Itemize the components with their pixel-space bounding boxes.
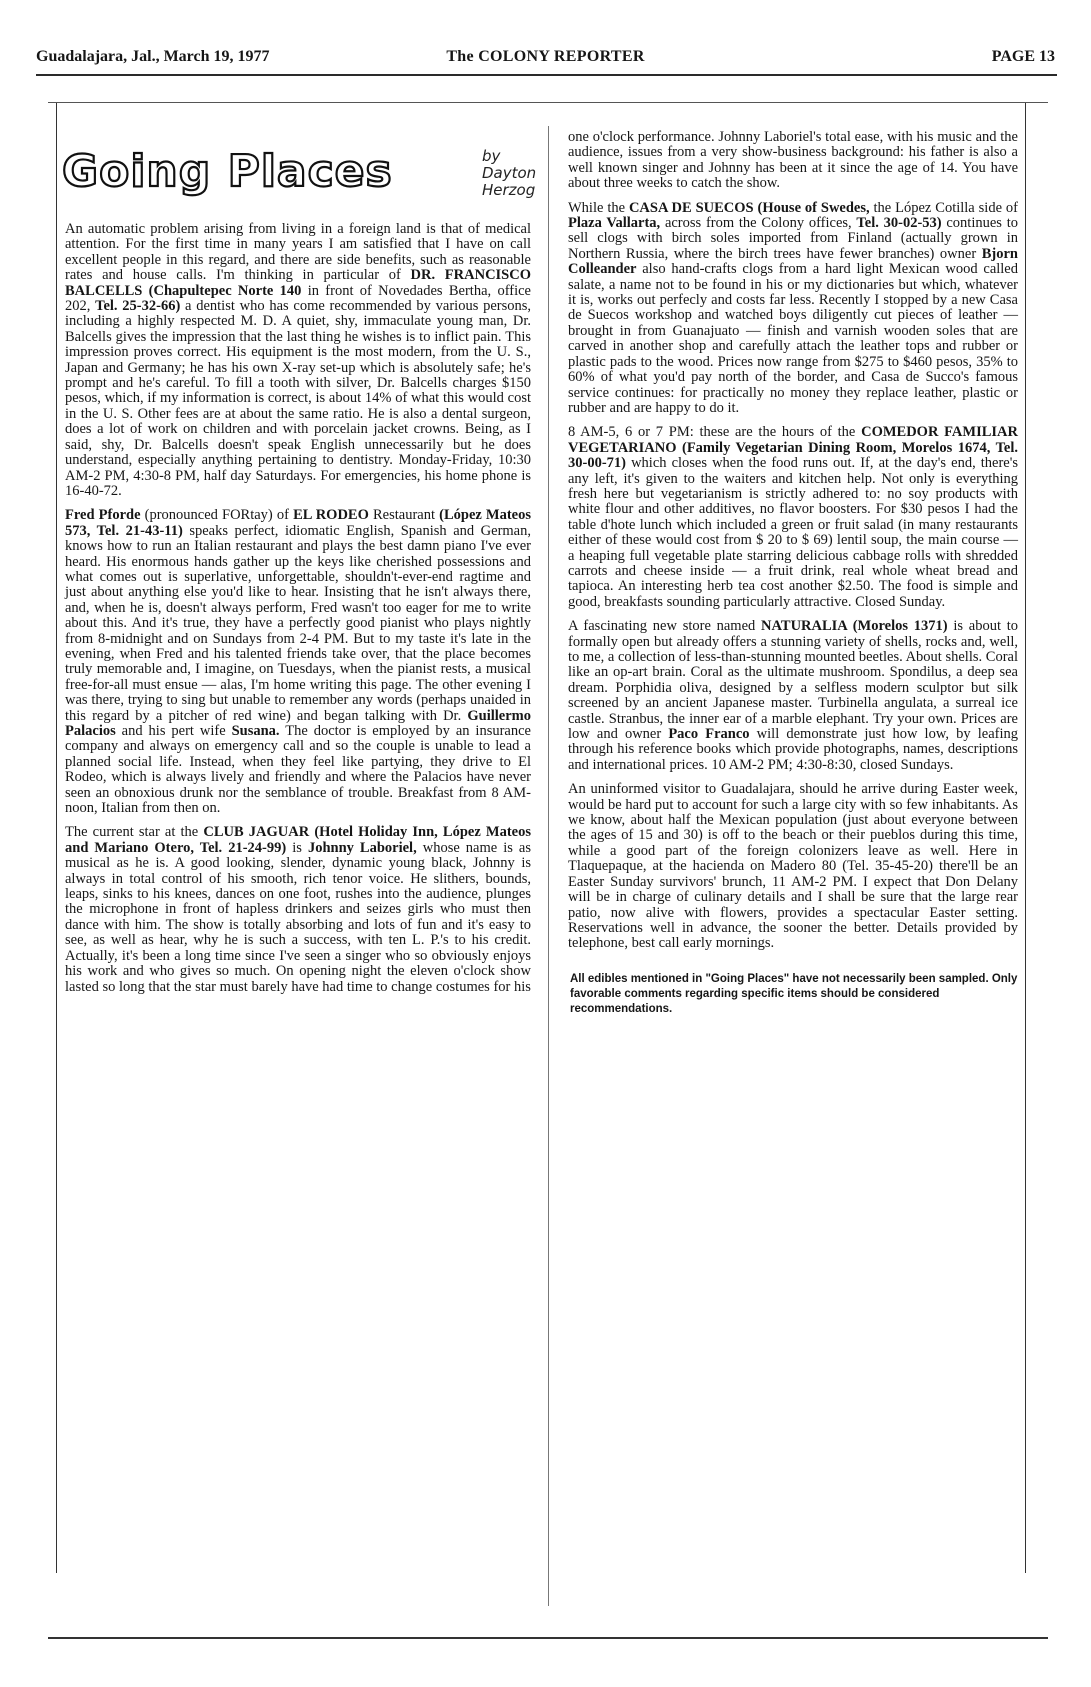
bold-run: CLUB JAGUAR (Hotel Holiday Inn, López Mateos and Mariano Otero, Tel. 21-24-99) [65,824,531,856]
bold-run: Tel. 25-32-66) [95,298,181,315]
bold-run: (López Mateos 573, Tel. 21-43-11) [65,507,532,539]
bold-run: DR. FRANCISCO BALCELLS (Chapultepec Norte 140 [65,267,531,299]
text-run: and his pert wife [115,723,232,739]
text-run: is about to formally open but already offers a stunning variety of shells, rocks and, well, to me, a collection of less-than-stunning mounted beetles. About shells. Coral like an op-art brain. Coral as the ultimate mushroom. Spondilus, a deep sea dream. Porphidia oliva, designed by a selfless modern sculptor but silk screened by an ancient Japanese master. Turbinella angulata, a surreal ice castle. Stranbus, the inner ear of a marble elephant. Try your own. Prices are low and owner [568,618,1019,743]
text-run: An automatic problem arising from living in a foreign land is that of medical attention. For the first time in many years I am satisfied that I have on call excellent people in this regard, and there are side benefits, such as reasonable rates and house calls. I'm thinking in particular of [65,221,531,284]
byline: by Dayton Herzog [482,147,537,199]
disclaimer-note: All edibles mentioned in "Going Places" have not necessarily been sampled. Only favorable comments regarding specific items should be considered recommendations. [570,972,1018,1015]
text-run: 8 AM-5, 6 or 7 PM: these are the hours of the [568,424,862,441]
text-run: a dentist who has come recommended by various persons, including a highly respected M. D. A quiet, shy, immaculate young man, Dr. Balcells gives the impression that the last thing he wishes is to inflict pain. This impression proves correct. His equipment is the most modern, from the U. S., Japan and Germany; he has his own X-ray set-up which is absolutely safe; he's prompt and he's careful. To fill a tooth with silver, Dr. Balcells charges $150 pesos, which, if my information is correct, is about 14% of what this would cost in the U. S. Other fees are at about the same ratio. He is also a dental surgeon, does a lot of work on children and with porcelain jacket crowns. Being, as I said, shy, Dr. Balcells doesn't speak English unnecessarily but he does understand, especially anything pertaining to dentistry. Monday-Friday, 10:30 AM-2 PM, 4:30-8 PM, half day Saturdays. For emergencies, his home phone is 16-40-72. [65,298,532,499]
box-top-rule [48,102,1048,103]
right-column [568,130,1018,1017]
newspaper-name: The COLONY REPORTER [446,48,645,65]
masthead [36,44,1055,72]
paragraph-continued [568,130,1018,192]
bold-run: Paco Franco [668,726,750,743]
box-left-rule [56,103,57,1573]
bold-run: Susana. [231,723,280,739]
bold-run: CASA DE SUECOS (House of Swedes, [628,199,870,216]
paragraph-comedor-vegetariano [568,425,1018,610]
text-run: (pronounced FORtay) of [140,507,294,524]
text-run: one o'clock performance. Johnny Laboriel's total ease, with his music and the audience, issues from a very show-business background: his father is also a well known singer and Johnny has been at it since the age of 14. You have about three weeks to catch the show. [568,129,1018,192]
bold-run: Bjorn Colleander [568,245,1018,278]
paragraph-naturalia [568,619,1018,773]
text-run: An uninformed visitor to Guadalajara, should he arrive during Easter week, would be hard put to account for such a large city with so few inhabitants. As we know, about half the Mexican population (just about everyone between the ages of 15 and 30) is off to the beach or their pueblos during this time, while a good part of the foreign colonizers leave as well. Here in Tlaquepaque, at the hacienda on Madero 80 (Tel. 35-45-20) there'll be an Easter Sunday survivors' brunch, 11 AM-2 PM. I expect that Don Delany will be in charge of culinary details and I shall be sure that the large rear patio, now alive with flowers, provides a spectacular Easter setting. Reservations well in advance, the sooner the better. Details provided by telephone, best call early mornings. [568,781,1018,952]
paragraph-casa-de-suecos [568,201,1018,417]
bold-run: Johnny Laboriel, [307,839,417,856]
paragraph-el-rodeo [65,508,531,816]
text-run: across from the Colony offices, [660,215,857,232]
column-title: Going Places [62,146,393,197]
left-column [65,222,531,1004]
masthead-rule [36,74,1057,76]
text-run: the López Cotilla side of [869,199,1018,216]
box-right-rule [1025,103,1026,1573]
paragraph-dentist [65,222,531,499]
paragraph-club-jaguar [65,825,531,994]
bold-run: Tel. 30-02-53) [856,215,942,232]
text-run: speaks perfect, idiomatic English, Spanish and German, knows how to run an Italian restaurant and plays the best damn piano I've ever heard. His enormous hands gather up the keys like cherished possessions and what comes out is superlative, unforgettable, shouldn't-ever-end ragtime and just about anything else you'd like to hear. Insisting that he isn't always there, and, when he is, doesn't always perform, Fred wasn't too eager for me to write about this. And it's true, they have a perfectly good pianist who plays nightly from 8-midnight and on Sundays from 2-4 PM. But to my taste it's late in the evening, when Fred and his talented friends take over, that the place becomes truly memorable and, I imagine, on Tuesdays, when the pianist rests, a musical free-for-all must ensue — alas, I'm home writing this page. The other evening I was there, trying to sing but unable to remember any words (perhaps unaided in this regard by a pitcher of red wine) and began talking with Dr. [65,522,531,724]
text-run: in front of Novedades Bertha, office 202, [65,282,531,315]
text-run: continues to sell clogs with birch soles imported from Finland (actually grown in Northern Russia, where the birch trees have fewer branches) owner [568,215,1018,262]
bold-run: NATURALIA (Morelos 1371) [761,618,948,635]
bold-run: EL RODEO [293,507,369,524]
column-heading [62,146,537,214]
page-number: PAGE 13 [991,48,1055,65]
dateline: Guadalajara, Jal., March 19, 1977 [36,48,270,65]
text-run: A fascinating new store named [568,618,762,635]
bold-run: Guillermo Palacios [65,707,531,739]
bold-run: Plaza Vallarta, [568,215,661,232]
bottom-rule [48,1637,1048,1639]
text-run: The doctor is employed by an insurance company and always on emergency call and so the couple is unable to lead a planned social life. Instead, when they feel like partying, they drive to El Rodeo, which is always lively and friendly and where the Palacios have never seen an obnoxious drunk nor the semblance of trouble. Breakfast from 8 AM-noon, Italian from then on. [65,723,531,817]
text-run: While the [568,199,629,216]
text-run: The current star at the [65,824,204,841]
text-run: whose name is as musical as he is. A good looking, slender, dynamic young black, Johnny is always in total control of his smooth, rich tenor voice. He slithers, bounds, leaps, sinks to his knees, dances on one foot, rushes into the audience, plunges the microphone in front of hapless drinkers and seizes girls who must then dance with him. The show is totally absorbing and lots of fun and it's easy to see, as well as hear, why he is such a success, with ten L. P.'s to his credit. Actually, it's been a long time since I've seen a singer who so obviously enjoys his work and who gives so much. On opening night the eleven o'clock show lasted so long that the star must barely have had time to change costumes for his [65,839,532,995]
bold-run: Fred Pforde [65,507,141,524]
text-run: also hand-crafts clogs from a hard light Mexican wood called salate, a name not to be found in his or my dictionaries but which, whatever it is, works out perfecly and costs far less. Recently I stopped by a new Casa de Suecos workshop and watched boys diligently cut pieces of leather — brought in from Guanajuato — finish and varnish wooden soles that are carved in another shop and carefully attach the leather tops and rubber or plastic pads to the wood. Prices now range from $275 to $460 pesos, 35% to 60% of what you'd pay north of the border, and Casa de Succo's famous service continues: for practically no money they replace leather, plastic or rubber and are happy to do it. [568,261,1018,416]
text-run: will demonstrate just how low, by leafing through his reference books which provide photographs, names, descriptions and international prices. 10 AM-2 PM; 4:30-8:30, closed Sundays. [568,726,1018,773]
bold-run: COMEDOR FAMILIAR VEGETARIANO (Family Vegetarian Dining Room, Morelos 1674, Tel. 30-00-71) [568,424,1018,472]
paragraph-easter [568,782,1018,951]
column-divider [548,126,549,1606]
text-run: is [286,839,308,856]
text-run: which closes when the food runs out. If, at the day's end, there's any left, it's given to the waiters and kitchen help. Not only is everything fresh here but vegetarianism is strictly adhered to: no soy products with white flour and other additives, no flavor boosters. For $30 pesos I had the table d'hote lunch which included a green or fruit salad (in many restaurants either of these would cost from $ 20 to $ 69) lentil soup, the main course — a heaping full vegetable plate starring delicious cabbage rolls with shredded carrots and cheese inside — a fruit drink, real whole wheat bread and tapioca. An interesting herb tea cost another $2.50. The food is simple and good, breakfasts sounding particularly attractive. Closed Sunday. [568,455,1018,610]
text-run: Restaurant [368,507,440,524]
